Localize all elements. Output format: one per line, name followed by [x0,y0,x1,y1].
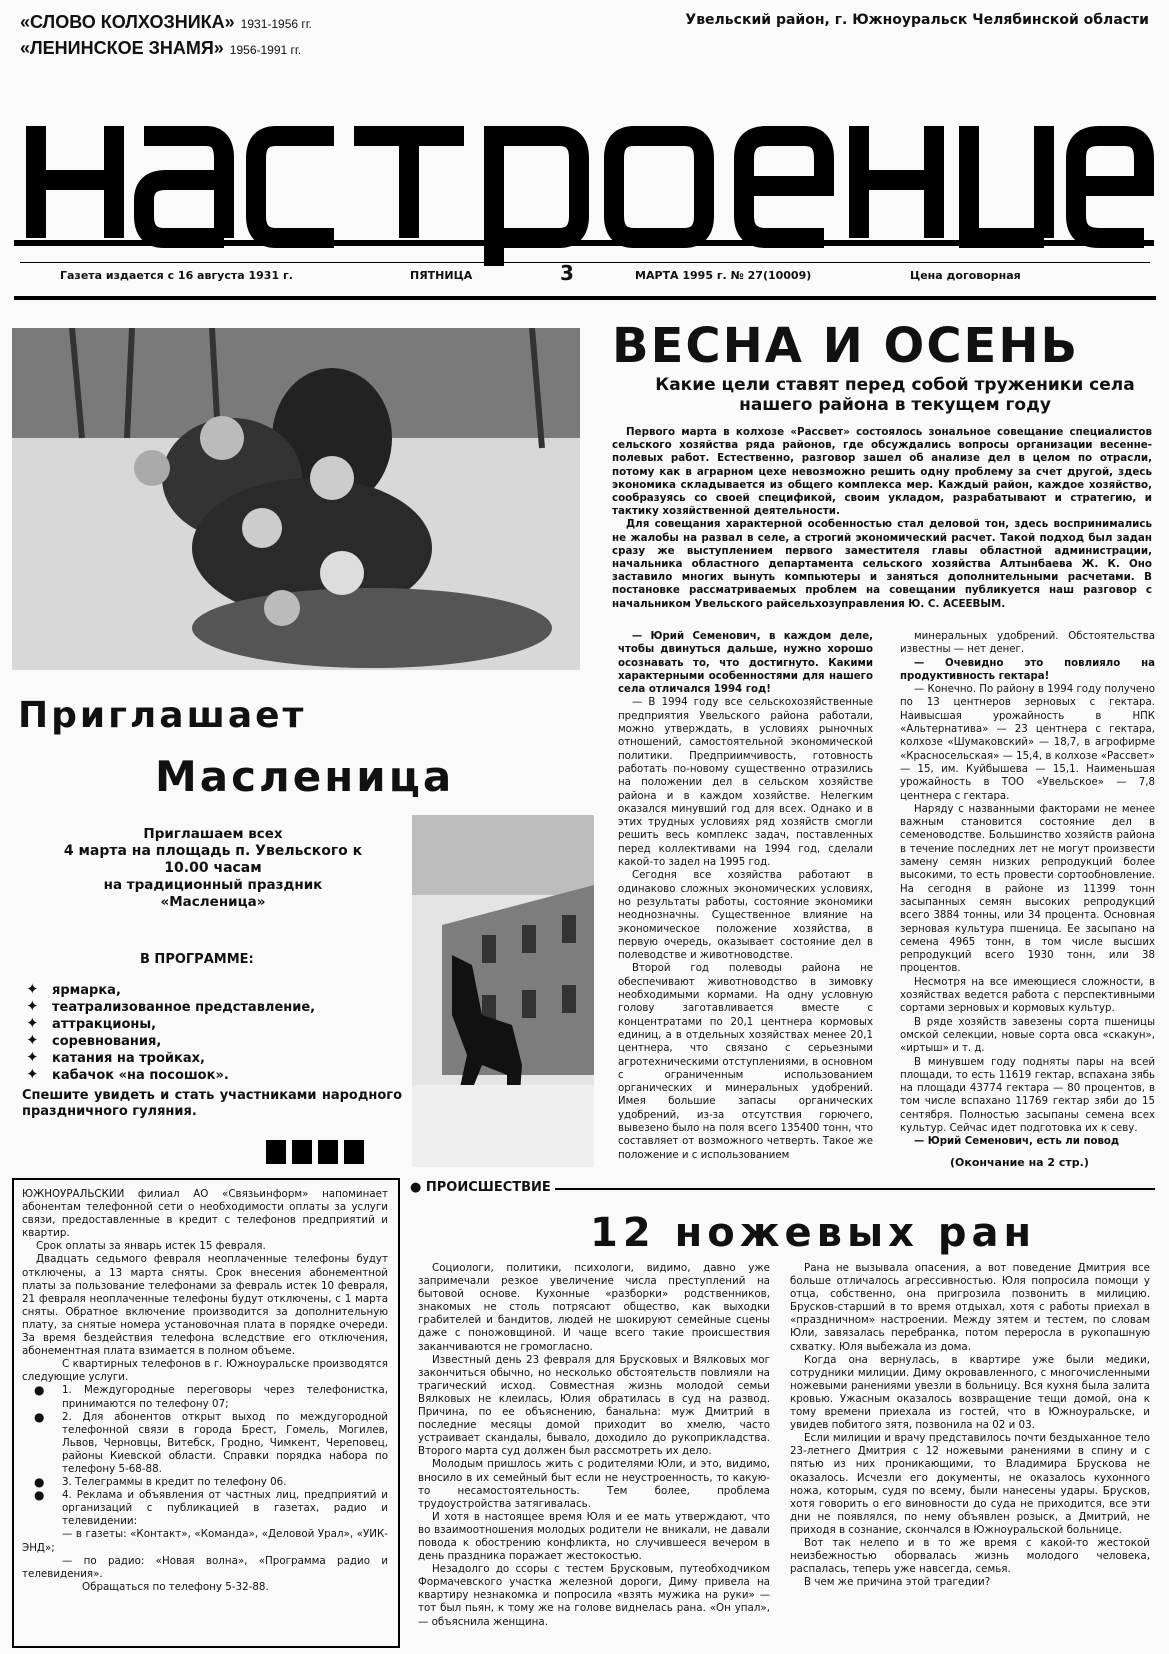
main-article-col2: минеральных удобрений. Обстоятельства известны — нет денег. — Очевидно это повлияло на продуктивность гектара! — Конечно. По району в 1994 году получено по 13 центнеров зерновых с гектара. Наивысшая урожайность в НПК «Альтернатива» — 23 центнера с гектара, колхозе «Шумаковский» — 18,7, в агрофирме «Красносельская» — 15,4, в колхозе «Рассвет» — 15, им. Куйбышева — 15,1. Наименьшая урожайность в ТОО «Увельское» — 7,8 центнера с гектара. Наряду с названными факторами не менее важным становится состояние дел в семеноводстве. Большинство хозяйств района в течение последних лет не могут произвести замену семян низких репродукций более высокими, то есть провести сортообновление. На сегодня в районе из 11399 тонн засыпанных семян высоких репродукций всего 3884 тонны, или 34 процента. Основная зерновая культура пшеница. Ее засыпано на семена 4965 тонн, в том числе высших репродукций всего 1930 тонн, или 38 процентов. Несмотря на все имеющиеся сложности, в хозяйствах ведется работа с перспективными сортами зерновых и кормовых культур. В ряде хозяйств завезены сорта пшеницы омской селекции, новые сорта овса «скакун», «иртыш» и т. д. В минувшем году подняты пары на всей площади, то есть 11619 гектар, вспахана зябь на площади 43774 гектара — 80 процентов, в том числе вспахано 11769 гектар зяби до 15 сентября. Полностью засыпаны семена всех культур. Сейчас идет подготовка их к севу. — Юрий Семенович, есть ли повод [900,631,1155,1148]
former-name-2: «ЛЕНИНСКОЕ ЗНАМЯ» 1956-1991 гг. [20,38,302,58]
day-number: 3 [560,261,574,285]
region-line: Увельский район, г. Южноуральск Челябинской области [685,12,1149,28]
incident-rule [555,1188,1155,1190]
program-item: ✦ театрализованное представление, [22,999,402,1016]
masthead-logo [14,48,1154,268]
price: Цена договорная [910,269,1021,282]
telephone-notice: ЮЖНОУРАЛЬСКИЙ филиал АО «Связьинформ» напоминает абонентам телефонной сети о необходимости оплаты за услуги связи, предоставленные в кредит с телефонов предприятий и квартир. Срок оплаты за январь истек 15 февраля. Двадцать седьмого февраля неоплаченные телефоны будут отключены, а 13 марта сняты. Срок внесения абонементной платы за пользование телефонами за февраль истек 10 февраля, 21 февраля неоплаченные телефоны будут отключены, с 1 марта сняты. Обратное включение производится за дополнительную плату, за снятые номера установочная плата в порядке очереди. За время бездействия телефона вследствие его отключения, абонементная плата взимается в полном объеме. С квартирных телефонов в г. Южноуральске производятся следующие услуги. ● 1. Междугородные переговоры через телефонистка, принимаются по телефону 07; ● 2. Для абонентов открыт выход по междугородной телефонной связи в города Брест, Гомель, Могилев, Львов, Черновцы, Витебск, Гродно, Чимкент, Череповец, районы Киевской области. Справки порядка набора по телефону 5-68-88. ● 3. Телеграммы в кредит по телефону 06. ● 4. Реклама и объявления от частных лиц, предприятий и организаций с публикацией в газетах, радио и телевидении: — в газеты: «Контакт», «Команда», «Деловой Урал», «УИК-ЭНД»; — по радио: «Новая волна», «Программа радио и телевидения». Обращаться по телефону 5-32-88. [22,1188,388,1638]
photo-children-sled [12,328,580,670]
issue-number: МАРТА 1995 г. № 27(10009) [635,269,812,282]
program-item: ✦ аттракционы, [22,1016,402,1033]
main-article-lead: Первого марта в колхозе «Рассвет» состоялось зональное совещание специалистов сельского хозяйства ряда районов, где обсуждались вопросы организации весенне-полевых работ. Естественно, разговор зашел об анализе дел в целом по отрасли, потому как в аграрном цехе невозможно решить одну проблему за счет другой, здесь экономика складывается из общего комплекса мер. Каждый район, каждое хозяйство, сообразуясь со своей спецификой, своим укладом, разрабатывают и стратегию, и тактику хозяйственной деятельности. Для совещания характерной особенностью стал деловой тон, здесь воспринимались не жалобы на развал в селе, а строгий экономический расчет. Такой подход был задан сразу же выступлением первого заместителя главы областной администрации, начальника областного департамента сельского хозяйства Алтынбаева Ж. К. Оно заставило многих вынуть компьютеры и заняться дополнительными расчетами. В постановке рассматриваемых проблем на совещании публикуется наш разговор с начальником Увельского райсельхозуправления Ю. С. АСЕЕВЫМ. [612,426,1152,610]
top-rule [14,296,1156,300]
former-name-1: «СЛОВО КОЛХОЗНИКА» 1931-1956 гг. [20,12,313,32]
program-item: ✦ ярмарка, [22,982,402,999]
weekday: ПЯТНИЦА [410,269,473,282]
incident-col1: Социологи, политики, психологи, видимо, давно уже запримечали резкое увеличение числа преступлений на бытовой основе. Кухонные «разборки» родственников, знакомых не столь потрясают общество, как выходки грабителей и бандитов, людей не шокируют семейные сцены даже с поножовщиной. И чаще всего такие происшествия заканчиваются не громогласно. Известный день 23 февраля для Брусковых и Вялковых мог закончиться обычно, но несколько обстоятельств повлияли на трагический исход. Совместная жизнь молодой семьи Вялковых не клеилась, Юлия обратилась в суд на развод. Причина, по ее объяснению, банальна: муж Дмитрий в последние месяцы домой приходит во хмелю, часто устраивает скандалы, бывало, доходило до рукоприкладства. Второго марта суд должен был рассмотреть их дело. Молодым пришлось жить с родителями Юли, и это, видимо, вносило в их семейный быт если не неустроенность, то какую-то несамостоятельность. Тем более, проблема трудоустройства затягивалась. И хотя в настоящее время Юля и ее мать утверждают, что во взаимоотношения молодых родители не вникали, не давали повода к обострению конфликта, но случившееся вечером в день праздника поражает жестокостью. Незадолго до ссоры с тестем Брусковым, путеобходчиком Формачевского участка железной дороги, Диму привела на квартиру незнакомка и попросила «взять мужика на руки» — тот был пьян, к тому же на голове виднелась рана. «Он упал», — объяснила женщина. [418,1262,770,1628]
program-item: ✦ кабачок «на посошок». [22,1067,402,1084]
main-article-title: ВЕСНА И ОСЕНЬ [612,318,1080,374]
notice-lead: ЮЖНОУРАЛЬСКИЙ филиал АО «Связьинформ» напоминает абонентам телефонной сети о необходимости оплаты за услуги связи, предоставленные в кредит с телефонов предприятий и квартир. [22,1188,388,1240]
dateline [20,262,1150,289]
incident-tag: ● ПРОИСШЕСТВИЕ [410,1180,551,1195]
maslenitsa-title-2: Масленица [155,752,455,801]
program-item: ✦ соревнования, [22,1033,402,1050]
notice-services-list: ● 1. Междугородные переговоры через телефонистка, принимаются по телефону 07; ● 2. Для абонентов открыт выход по междугородной телефонной связи в города Брест, Гомель, Могилев, Львов, Черновцы, Витебск, Гродно, Чимкент, Череповец, районы Киевской области. Справки порядка набора по телефону 5-68-88. ● 3. Телеграммы в кредит по телефону 06. ● 4. Реклама и объявления от частных лиц, предприятий и организаций с публикацией в газетах, радио и телевидении: [22,1384,388,1528]
main-article-subtitle: Какие цели ставят перед собой труженики села нашего района в текущем году [655,375,1135,415]
program-item: ✦ катания на тройках, [22,1050,402,1067]
program-heading: В ПРОГРАММЕ: [140,952,254,967]
publication-since: Газета издается с 16 августа 1931 г. [60,269,293,282]
photo-horse-building [412,815,594,1167]
main-article-col1: — Юрий Семенович, в каждом деле, чтобы двинуться дальше, нужно хорошо осознавать то, что достигнуто. Какими характерными особенностями для нашего села отличался 1994 год! — В 1994 году все сельскохозяйственные предприятия Увельского района работали, можно утверждать, в условиях рыночных отношений, самостоятельной экономической политики. Предприимчивость, готовность работать по-новому существенно отразились на положении дел в сельском хозяйстве района и в каждом хозяйстве. Нелегким оказался минувший год для всех. Однако и в этих трудных условиях ряд хозяйств смогли решить весь комплекс задач, поставленных перед коллективами на 1994 год, сделали какой-то задел на 1995 год. Сегодня все хозяйства работают в одинаково сложных экономических условиях, но результаты работы, состояние экономики неоднозначны. Существенное влияние на экономическое положение хозяйства, в первую очередь, оказывает состояние дел в полеводстве и животноводстве. Второй год полеводы района не обеспечивают животноводство в зимовку необходимыми кормами. На одну условную голову заготавливается вместе с концентратами по 20,1 центнера кормовых единиц, а в отдельных хозяйствах менее 20,1 центнера, что связано с серьезными агротехническими отступлениями, в основном с ограниченным использованием органических и минеральных удобрений. Имея большие запасы органических удобрений, из-за отсутствия горючего, вывезено было на поля всего 135400 тонн, что составляет от возможного четверть. Такое же положение и с использованием [618,631,873,1161]
maslenitsa-closing: Спешите увидеть и стать участниками народного праздничного гуляния. [22,1088,402,1119]
maslenitsa-invite: Приглашаем всех 4 марта на площадь п. Увельского к 10.00 часам на традиционный праздник «Масленица» [63,826,363,910]
program-list [22,982,402,1084]
incident-title: 12 ножевых ран [590,1210,1037,1256]
maslenitsa-title-1: Приглашает [18,695,307,736]
continued-note: (Окончание на 2 стр.) [950,1156,1089,1169]
decorative-blocks [266,1140,364,1164]
incident-col2: Рана не вызывала опасения, а вот поведение Дмитрия все больше отличалось агрессивностью. Юля попросила помощи у отца, собственно, она пригрозила позвонить в милицию. Брусков-старший в то время отдыхал, хотя с работы приехал в «праздничном» настроении. Между зятем и тестем, по словам Юли, завязалась перебранка, потом переросла в рукопашную схватку. Юля выбежала из дома. Когда она вернулась, в квартире уже были медики, сотрудники милиции. Диму окровавленного, с многочисленными ножевыми ранениями увезли в больницу. Вся кухня была залита кровью. Ужасным оказалось возвращение тещи домой, она к тому времени приехала из гостей, что в Южноуральске, и увидев побитого зятя, позвонила на 02 и 03. Если милиции и врачу представилось почти бездыханное тело 23-летнего Дмитрия с 12 ножевыми ранениями в спину и с пятью из них проникающими, то Владимира Брускова не оказалось. Исчезли его документы, не оказалось кухонного ножа, которым, судя по всему, были нанесены удары. Брусков, хотя говорить о его виновности до суда не приходится, все эти дни не появлялся, по нему объявлен розыск, а Дмитрий, не приходя в сознание, скончался в Южноуральской больнице. Вот так нелепо и в то же время с какой-то жестокой неизбежностью оборвалась жизнь молодого человека, распалась, теперь уже навсегда, семья. В чем же причина этой трагедии? [790,1262,1150,1589]
